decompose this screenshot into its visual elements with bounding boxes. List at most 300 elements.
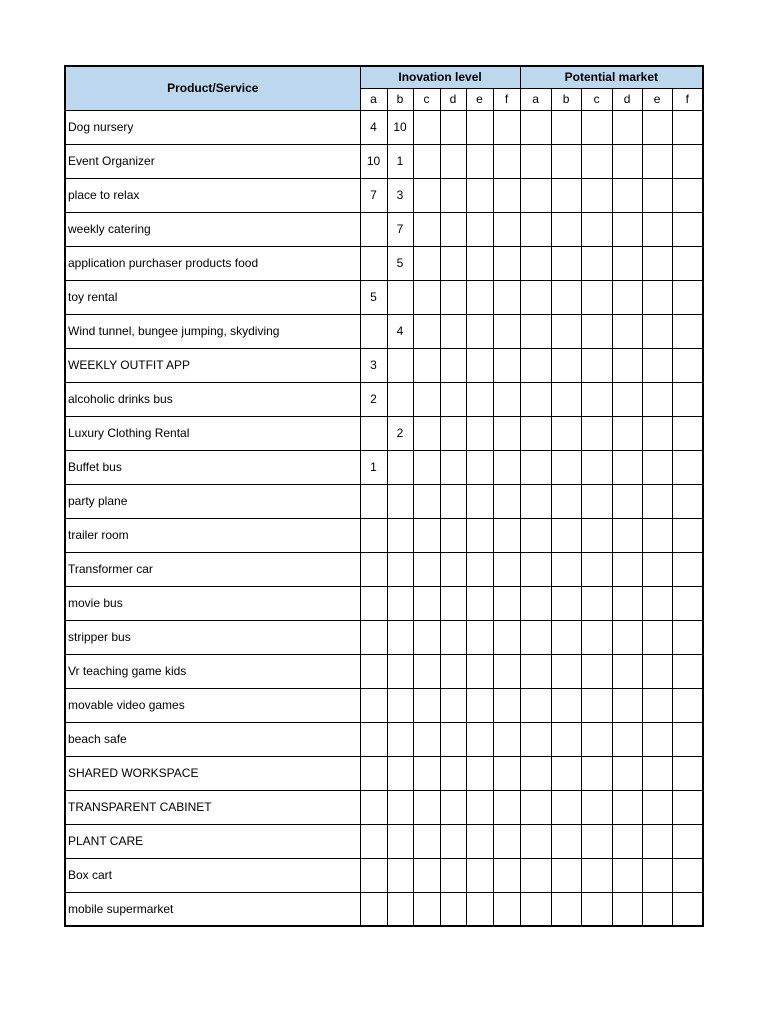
innovation-score-cell[interactable] <box>360 246 387 280</box>
innovation-score-cell[interactable] <box>466 280 493 314</box>
product-name-cell[interactable]: WEEKLY OUTFIT APP <box>65 348 360 382</box>
innovation-score-cell[interactable] <box>440 756 466 790</box>
innovation-score-cell[interactable] <box>387 484 413 518</box>
market-score-cell[interactable] <box>581 314 612 348</box>
innovation-score-cell[interactable] <box>493 110 520 144</box>
market-score-cell[interactable] <box>672 586 703 620</box>
innovation-score-cell[interactable] <box>466 212 493 246</box>
market-score-cell[interactable] <box>581 790 612 824</box>
market-score-cell[interactable] <box>642 722 672 756</box>
innovation-score-cell[interactable] <box>466 484 493 518</box>
product-name-cell[interactable]: stripper bus <box>65 620 360 654</box>
innovation-score-cell[interactable] <box>493 246 520 280</box>
market-score-cell[interactable] <box>551 382 581 416</box>
innovation-score-cell[interactable] <box>387 824 413 858</box>
innovation-score-cell[interactable] <box>466 144 493 178</box>
market-score-cell[interactable] <box>581 144 612 178</box>
market-score-cell[interactable] <box>551 484 581 518</box>
innovation-score-cell[interactable] <box>493 586 520 620</box>
market-score-cell[interactable] <box>581 212 612 246</box>
innovation-score-cell[interactable] <box>493 688 520 722</box>
innovation-score-cell[interactable]: 10 <box>360 144 387 178</box>
market-score-cell[interactable] <box>672 620 703 654</box>
innovation-score-cell[interactable]: 2 <box>387 416 413 450</box>
innovation-score-cell[interactable] <box>360 824 387 858</box>
market-score-cell[interactable] <box>642 586 672 620</box>
market-score-cell[interactable] <box>581 552 612 586</box>
market-score-cell[interactable] <box>551 246 581 280</box>
market-score-cell[interactable] <box>581 620 612 654</box>
market-score-cell[interactable] <box>612 212 642 246</box>
innovation-score-cell[interactable] <box>413 416 440 450</box>
innovation-score-cell[interactable] <box>413 824 440 858</box>
innovation-score-cell[interactable] <box>493 314 520 348</box>
innovation-score-cell[interactable] <box>413 654 440 688</box>
market-score-cell[interactable] <box>672 212 703 246</box>
market-score-cell[interactable] <box>612 722 642 756</box>
innovation-score-cell[interactable] <box>493 212 520 246</box>
market-score-cell[interactable] <box>581 178 612 212</box>
innovation-score-cell[interactable] <box>440 892 466 926</box>
market-score-cell[interactable] <box>642 824 672 858</box>
innovation-score-cell[interactable] <box>466 858 493 892</box>
innovation-score-cell[interactable] <box>387 688 413 722</box>
market-score-cell[interactable] <box>642 450 672 484</box>
innovation-score-cell[interactable] <box>466 688 493 722</box>
innovation-score-cell[interactable] <box>493 620 520 654</box>
market-score-cell[interactable] <box>520 892 551 926</box>
market-score-cell[interactable] <box>581 756 612 790</box>
innovation-score-cell[interactable] <box>466 246 493 280</box>
innovation-score-cell[interactable] <box>440 858 466 892</box>
innovation-score-cell[interactable] <box>413 688 440 722</box>
market-score-cell[interactable] <box>642 178 672 212</box>
product-name-cell[interactable]: application purchaser products food <box>65 246 360 280</box>
market-score-cell[interactable] <box>612 246 642 280</box>
market-score-cell[interactable] <box>520 450 551 484</box>
product-name-cell[interactable]: alcoholic drinks bus <box>65 382 360 416</box>
market-score-cell[interactable] <box>551 790 581 824</box>
innovation-score-cell[interactable] <box>387 892 413 926</box>
market-score-cell[interactable] <box>672 144 703 178</box>
innovation-score-cell[interactable] <box>440 416 466 450</box>
market-score-cell[interactable] <box>520 484 551 518</box>
product-name-cell[interactable]: SHARED WORKSPACE <box>65 756 360 790</box>
innovation-score-cell[interactable]: 1 <box>360 450 387 484</box>
innovation-score-cell[interactable] <box>466 756 493 790</box>
product-name-cell[interactable]: movie bus <box>65 586 360 620</box>
market-score-cell[interactable] <box>672 756 703 790</box>
innovation-score-cell[interactable] <box>493 858 520 892</box>
innovation-score-cell[interactable] <box>466 450 493 484</box>
market-score-cell[interactable] <box>642 314 672 348</box>
product-name-cell[interactable]: Event Organizer <box>65 144 360 178</box>
innovation-score-cell[interactable] <box>440 654 466 688</box>
market-score-cell[interactable] <box>612 586 642 620</box>
market-score-cell[interactable] <box>581 518 612 552</box>
market-score-cell[interactable] <box>551 552 581 586</box>
market-score-cell[interactable] <box>520 552 551 586</box>
innovation-score-cell[interactable] <box>387 756 413 790</box>
innovation-score-cell[interactable] <box>360 484 387 518</box>
innovation-score-cell[interactable]: 1 <box>387 144 413 178</box>
innovation-score-cell[interactable] <box>413 144 440 178</box>
market-score-cell[interactable] <box>581 382 612 416</box>
market-score-cell[interactable] <box>672 314 703 348</box>
innovation-score-cell[interactable]: 7 <box>387 212 413 246</box>
innovation-score-cell[interactable] <box>413 110 440 144</box>
innovation-score-cell[interactable]: 10 <box>387 110 413 144</box>
innovation-score-cell[interactable] <box>493 348 520 382</box>
market-score-cell[interactable] <box>551 450 581 484</box>
market-score-cell[interactable] <box>672 824 703 858</box>
market-score-cell[interactable] <box>672 892 703 926</box>
innovation-score-cell[interactable] <box>466 382 493 416</box>
market-score-cell[interactable] <box>520 178 551 212</box>
market-score-cell[interactable] <box>551 144 581 178</box>
market-score-cell[interactable] <box>612 484 642 518</box>
innovation-score-cell[interactable] <box>387 552 413 586</box>
market-score-cell[interactable] <box>612 348 642 382</box>
innovation-score-cell[interactable] <box>466 110 493 144</box>
market-score-cell[interactable] <box>551 280 581 314</box>
innovation-score-cell[interactable] <box>413 348 440 382</box>
innovation-score-cell[interactable]: 5 <box>360 280 387 314</box>
market-score-cell[interactable] <box>551 688 581 722</box>
market-score-cell[interactable] <box>520 416 551 450</box>
market-score-cell[interactable] <box>642 348 672 382</box>
market-score-cell[interactable] <box>672 552 703 586</box>
innovation-score-cell[interactable] <box>360 892 387 926</box>
innovation-score-cell[interactable] <box>440 586 466 620</box>
innovation-score-cell[interactable]: 4 <box>387 314 413 348</box>
innovation-score-cell[interactable] <box>360 688 387 722</box>
innovation-score-cell[interactable] <box>466 824 493 858</box>
market-score-cell[interactable] <box>520 144 551 178</box>
innovation-score-cell[interactable] <box>360 790 387 824</box>
innovation-score-cell[interactable] <box>413 552 440 586</box>
innovation-score-cell[interactable] <box>387 722 413 756</box>
market-score-cell[interactable] <box>551 722 581 756</box>
market-score-cell[interactable] <box>520 348 551 382</box>
product-name-cell[interactable]: PLANT CARE <box>65 824 360 858</box>
innovation-score-cell[interactable] <box>440 110 466 144</box>
innovation-score-cell[interactable] <box>493 892 520 926</box>
innovation-score-cell[interactable] <box>360 620 387 654</box>
market-score-cell[interactable] <box>520 314 551 348</box>
market-score-cell[interactable] <box>612 552 642 586</box>
innovation-score-cell[interactable] <box>493 518 520 552</box>
innovation-score-cell[interactable] <box>387 280 413 314</box>
market-score-cell[interactable] <box>672 246 703 280</box>
product-name-cell[interactable]: weekly catering <box>65 212 360 246</box>
innovation-score-cell[interactable] <box>440 688 466 722</box>
market-score-cell[interactable] <box>551 654 581 688</box>
innovation-score-cell[interactable] <box>413 892 440 926</box>
product-name-cell[interactable]: Luxury Clothing Rental <box>65 416 360 450</box>
innovation-score-cell[interactable] <box>440 212 466 246</box>
market-score-cell[interactable] <box>581 654 612 688</box>
market-score-cell[interactable] <box>581 450 612 484</box>
innovation-score-cell[interactable] <box>413 246 440 280</box>
innovation-score-cell[interactable] <box>387 654 413 688</box>
innovation-score-cell[interactable] <box>440 382 466 416</box>
market-score-cell[interactable] <box>612 280 642 314</box>
innovation-score-cell[interactable] <box>413 518 440 552</box>
innovation-score-cell[interactable] <box>440 484 466 518</box>
market-score-cell[interactable] <box>581 416 612 450</box>
market-score-cell[interactable] <box>672 484 703 518</box>
innovation-score-cell[interactable] <box>440 722 466 756</box>
innovation-score-cell[interactable] <box>387 348 413 382</box>
market-score-cell[interactable] <box>612 382 642 416</box>
innovation-score-cell[interactable] <box>360 654 387 688</box>
innovation-score-cell[interactable] <box>413 620 440 654</box>
market-score-cell[interactable] <box>551 756 581 790</box>
market-score-cell[interactable] <box>551 314 581 348</box>
market-score-cell[interactable] <box>612 824 642 858</box>
innovation-score-cell[interactable] <box>387 450 413 484</box>
innovation-score-cell[interactable] <box>360 858 387 892</box>
innovation-score-cell[interactable] <box>413 858 440 892</box>
market-score-cell[interactable] <box>551 586 581 620</box>
market-score-cell[interactable] <box>551 178 581 212</box>
market-score-cell[interactable] <box>551 416 581 450</box>
product-name-cell[interactable]: TRANSPARENT CABINET <box>65 790 360 824</box>
market-score-cell[interactable] <box>642 110 672 144</box>
market-score-cell[interactable] <box>672 688 703 722</box>
innovation-score-cell[interactable] <box>466 416 493 450</box>
innovation-score-cell[interactable] <box>360 518 387 552</box>
innovation-score-cell[interactable] <box>440 144 466 178</box>
market-score-cell[interactable] <box>612 654 642 688</box>
market-score-cell[interactable] <box>581 246 612 280</box>
innovation-score-cell[interactable] <box>440 314 466 348</box>
market-score-cell[interactable] <box>612 518 642 552</box>
innovation-score-cell[interactable] <box>493 144 520 178</box>
innovation-score-cell[interactable]: 4 <box>360 110 387 144</box>
innovation-score-cell[interactable] <box>493 450 520 484</box>
innovation-score-cell[interactable] <box>466 518 493 552</box>
market-score-cell[interactable] <box>612 314 642 348</box>
market-score-cell[interactable] <box>672 450 703 484</box>
market-score-cell[interactable] <box>672 722 703 756</box>
innovation-score-cell[interactable] <box>493 416 520 450</box>
market-score-cell[interactable] <box>672 382 703 416</box>
innovation-score-cell[interactable] <box>413 450 440 484</box>
innovation-score-cell[interactable] <box>493 484 520 518</box>
innovation-score-cell[interactable] <box>440 790 466 824</box>
innovation-score-cell[interactable] <box>466 790 493 824</box>
market-score-cell[interactable] <box>520 858 551 892</box>
market-score-cell[interactable] <box>581 586 612 620</box>
market-score-cell[interactable] <box>672 518 703 552</box>
market-score-cell[interactable] <box>581 892 612 926</box>
innovation-score-cell[interactable] <box>360 314 387 348</box>
market-score-cell[interactable] <box>581 858 612 892</box>
market-score-cell[interactable] <box>551 824 581 858</box>
innovation-score-cell[interactable] <box>413 382 440 416</box>
product-name-cell[interactable]: Vr teaching game kids <box>65 654 360 688</box>
market-score-cell[interactable] <box>551 348 581 382</box>
innovation-score-cell[interactable] <box>440 280 466 314</box>
market-score-cell[interactable] <box>642 518 672 552</box>
innovation-score-cell[interactable] <box>413 756 440 790</box>
market-score-cell[interactable] <box>612 110 642 144</box>
product-name-cell[interactable]: movable video games <box>65 688 360 722</box>
market-score-cell[interactable] <box>612 450 642 484</box>
innovation-score-cell[interactable] <box>493 756 520 790</box>
innovation-score-cell[interactable] <box>466 586 493 620</box>
market-score-cell[interactable] <box>612 688 642 722</box>
innovation-score-cell[interactable] <box>413 586 440 620</box>
market-score-cell[interactable] <box>581 110 612 144</box>
innovation-score-cell[interactable] <box>440 620 466 654</box>
market-score-cell[interactable] <box>551 212 581 246</box>
market-score-cell[interactable] <box>520 824 551 858</box>
innovation-score-cell[interactable] <box>413 178 440 212</box>
market-score-cell[interactable] <box>642 212 672 246</box>
innovation-score-cell[interactable] <box>413 790 440 824</box>
product-name-cell[interactable]: mobile supermarket <box>65 892 360 926</box>
innovation-score-cell[interactable] <box>387 790 413 824</box>
innovation-score-cell[interactable] <box>493 382 520 416</box>
innovation-score-cell[interactable] <box>360 756 387 790</box>
innovation-score-cell[interactable] <box>360 722 387 756</box>
innovation-score-cell[interactable] <box>440 246 466 280</box>
innovation-score-cell[interactable] <box>440 348 466 382</box>
market-score-cell[interactable] <box>612 416 642 450</box>
market-score-cell[interactable] <box>642 280 672 314</box>
market-score-cell[interactable] <box>551 858 581 892</box>
market-score-cell[interactable] <box>642 688 672 722</box>
innovation-score-cell[interactable] <box>360 212 387 246</box>
innovation-score-cell[interactable] <box>387 382 413 416</box>
market-score-cell[interactable] <box>642 620 672 654</box>
innovation-score-cell[interactable] <box>360 552 387 586</box>
product-name-cell[interactable]: place to relax <box>65 178 360 212</box>
product-name-cell[interactable]: Buffet bus <box>65 450 360 484</box>
innovation-score-cell[interactable] <box>493 722 520 756</box>
innovation-score-cell[interactable] <box>440 824 466 858</box>
market-score-cell[interactable] <box>612 178 642 212</box>
product-name-cell[interactable]: Transformer car <box>65 552 360 586</box>
innovation-score-cell[interactable] <box>493 552 520 586</box>
innovation-score-cell[interactable] <box>413 722 440 756</box>
market-score-cell[interactable] <box>612 144 642 178</box>
market-score-cell[interactable] <box>642 484 672 518</box>
market-score-cell[interactable] <box>551 518 581 552</box>
innovation-score-cell[interactable] <box>360 586 387 620</box>
innovation-score-cell[interactable] <box>466 348 493 382</box>
innovation-score-cell[interactable] <box>387 586 413 620</box>
market-score-cell[interactable] <box>581 824 612 858</box>
innovation-score-cell[interactable] <box>413 280 440 314</box>
market-score-cell[interactable] <box>672 280 703 314</box>
market-score-cell[interactable] <box>672 790 703 824</box>
market-score-cell[interactable] <box>520 790 551 824</box>
market-score-cell[interactable] <box>520 756 551 790</box>
innovation-score-cell[interactable] <box>413 212 440 246</box>
market-score-cell[interactable] <box>642 654 672 688</box>
market-score-cell[interactable] <box>642 416 672 450</box>
innovation-score-cell[interactable]: 2 <box>360 382 387 416</box>
market-score-cell[interactable] <box>581 280 612 314</box>
innovation-score-cell[interactable] <box>440 178 466 212</box>
innovation-score-cell[interactable] <box>466 314 493 348</box>
market-score-cell[interactable] <box>520 518 551 552</box>
product-name-cell[interactable]: Wind tunnel, bungee jumping, skydiving <box>65 314 360 348</box>
innovation-score-cell[interactable] <box>466 178 493 212</box>
innovation-score-cell[interactable] <box>440 518 466 552</box>
innovation-score-cell[interactable] <box>493 790 520 824</box>
innovation-score-cell[interactable] <box>466 654 493 688</box>
innovation-score-cell[interactable]: 7 <box>360 178 387 212</box>
market-score-cell[interactable] <box>520 382 551 416</box>
market-score-cell[interactable] <box>672 178 703 212</box>
innovation-score-cell[interactable] <box>493 654 520 688</box>
market-score-cell[interactable] <box>642 790 672 824</box>
market-score-cell[interactable] <box>612 858 642 892</box>
market-score-cell[interactable] <box>520 722 551 756</box>
market-score-cell[interactable] <box>612 756 642 790</box>
innovation-score-cell[interactable] <box>493 178 520 212</box>
product-name-cell[interactable]: party plane <box>65 484 360 518</box>
innovation-score-cell[interactable] <box>440 552 466 586</box>
market-score-cell[interactable] <box>642 246 672 280</box>
innovation-score-cell[interactable] <box>466 620 493 654</box>
market-score-cell[interactable] <box>520 280 551 314</box>
market-score-cell[interactable] <box>520 654 551 688</box>
innovation-score-cell[interactable] <box>466 722 493 756</box>
innovation-score-cell[interactable]: 5 <box>387 246 413 280</box>
product-name-cell[interactable]: Box cart <box>65 858 360 892</box>
innovation-score-cell[interactable] <box>466 552 493 586</box>
market-score-cell[interactable] <box>551 620 581 654</box>
innovation-score-cell[interactable] <box>387 620 413 654</box>
product-name-cell[interactable]: beach safe <box>65 722 360 756</box>
market-score-cell[interactable] <box>672 110 703 144</box>
innovation-score-cell[interactable]: 3 <box>387 178 413 212</box>
innovation-score-cell[interactable] <box>413 314 440 348</box>
market-score-cell[interactable] <box>642 552 672 586</box>
innovation-score-cell[interactable]: 3 <box>360 348 387 382</box>
market-score-cell[interactable] <box>672 348 703 382</box>
market-score-cell[interactable] <box>551 892 581 926</box>
market-score-cell[interactable] <box>642 756 672 790</box>
market-score-cell[interactable] <box>581 688 612 722</box>
market-score-cell[interactable] <box>581 348 612 382</box>
market-score-cell[interactable] <box>642 858 672 892</box>
market-score-cell[interactable] <box>520 586 551 620</box>
innovation-score-cell[interactable] <box>387 858 413 892</box>
market-score-cell[interactable] <box>642 892 672 926</box>
market-score-cell[interactable] <box>551 110 581 144</box>
market-score-cell[interactable] <box>672 416 703 450</box>
market-score-cell[interactable] <box>520 110 551 144</box>
market-score-cell[interactable] <box>672 654 703 688</box>
product-name-cell[interactable]: trailer room <box>65 518 360 552</box>
market-score-cell[interactable] <box>520 620 551 654</box>
innovation-score-cell[interactable] <box>387 518 413 552</box>
market-score-cell[interactable] <box>612 892 642 926</box>
market-score-cell[interactable] <box>612 620 642 654</box>
product-name-cell[interactable]: Dog nursery <box>65 110 360 144</box>
market-score-cell[interactable] <box>520 688 551 722</box>
innovation-score-cell[interactable] <box>440 450 466 484</box>
market-score-cell[interactable] <box>642 382 672 416</box>
market-score-cell[interactable] <box>520 246 551 280</box>
